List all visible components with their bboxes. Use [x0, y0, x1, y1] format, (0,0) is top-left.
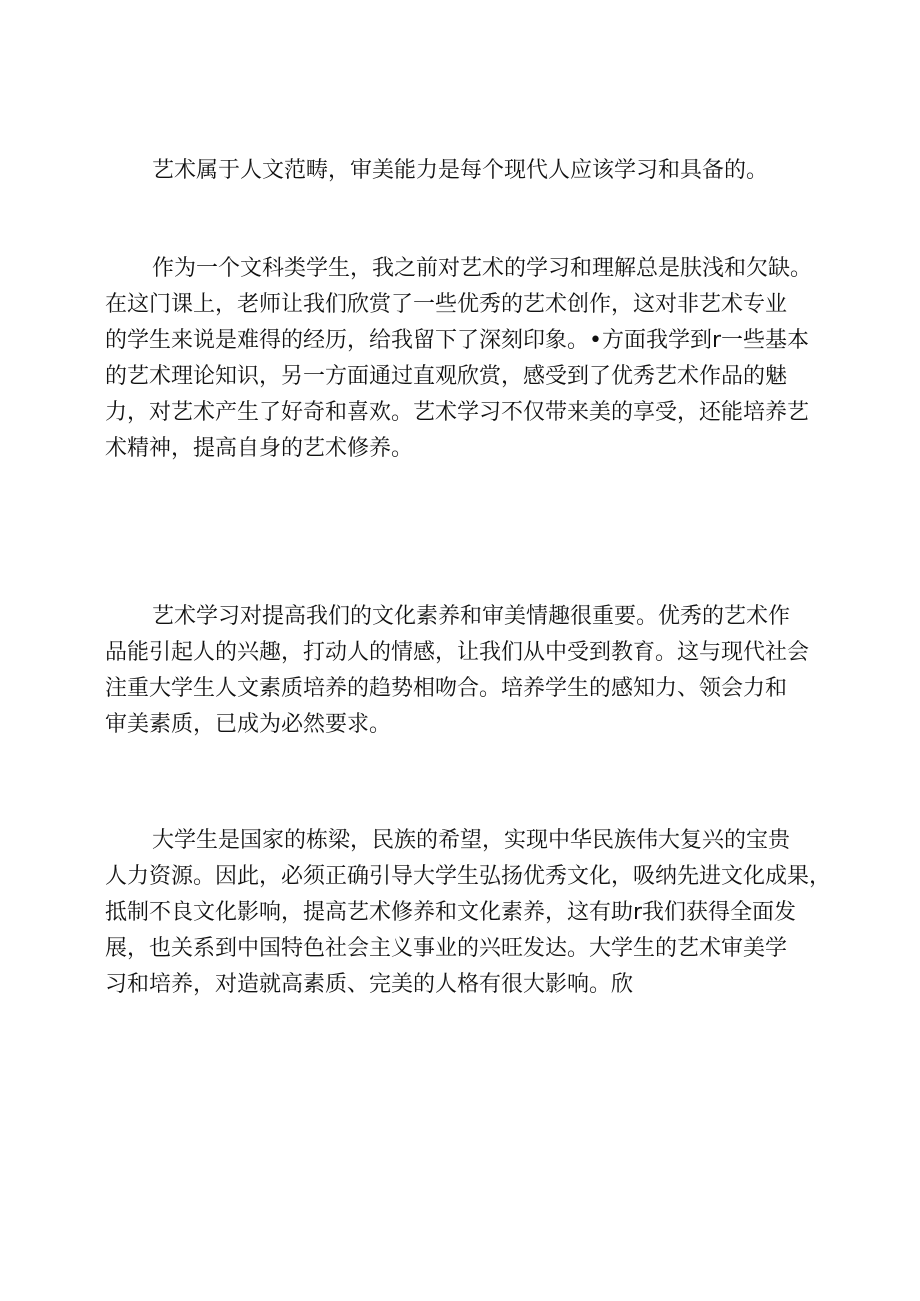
paragraph-line: 艺术学习对提高我们的文化素养和审美情趣很重要。优秀的艺术作: [152, 604, 791, 629]
paragraph-1: [105, 153, 825, 189]
paragraph-line: 作为一个文科类学生，我之前对艺术的学习和理解总是肤浅和欠缺。: [152, 256, 813, 281]
paragraph-line: 审美素质，已成为必然要求。: [105, 712, 392, 737]
paragraph-line: 的艺术理论知识，另一方面通过直观欣赏，感受到了优秀艺术作品的魅: [105, 364, 788, 389]
paragraph-line: 的学生来说是难得的经历，给我留下了深刻印象。•方面我学到r一些基本: [105, 328, 810, 353]
paragraph-line: 习和培养，对造就高素质、完美的人格有很大影响。欣: [105, 972, 634, 997]
paragraph-line: 艺术属于人文范畴，审美能力是每个现代人应该学习和具备的。: [152, 158, 769, 183]
paragraph-line: 抵制不良文化影响，提高艺术修养和文化素养，这有助r我们获得全面发: [105, 900, 797, 925]
paragraph-line: 力，对艺术产生了好奇和喜欢。艺术学习不仅带来美的享受，还能培养艺: [105, 400, 810, 425]
paragraph-line: 人力资源。因此，必须正确引导大学生弘扬优秀文化，吸纳先进文化成果，: [105, 864, 832, 889]
paragraph-line: 品能引起人的兴趣，打动人的情感，让我们从中受到教育。这与现代社会: [105, 640, 810, 665]
paragraph-line: 在这门课上，老师让我们欣赏了一些优秀的艺术创作，这对非艺术专业: [105, 292, 788, 317]
paragraph-line: 注重大学生人文素质培养的趋势相吻合。培养学生的感知力、领会力和: [105, 676, 788, 701]
paragraph-4: [105, 823, 832, 1003]
paragraph-line: 术精神，提高自身的艺术修养。: [105, 436, 414, 461]
paragraph-line: 展，也关系到中国特色社会主义事业的兴旺发达。大学生的艺术审美学: [105, 936, 788, 961]
paragraph-line: 大学生是国家的栋梁，民族的希望，实现中华民族伟大复兴的宝贵: [152, 828, 791, 853]
paragraph-3: [105, 599, 825, 743]
paragraph-2: [105, 251, 825, 467]
